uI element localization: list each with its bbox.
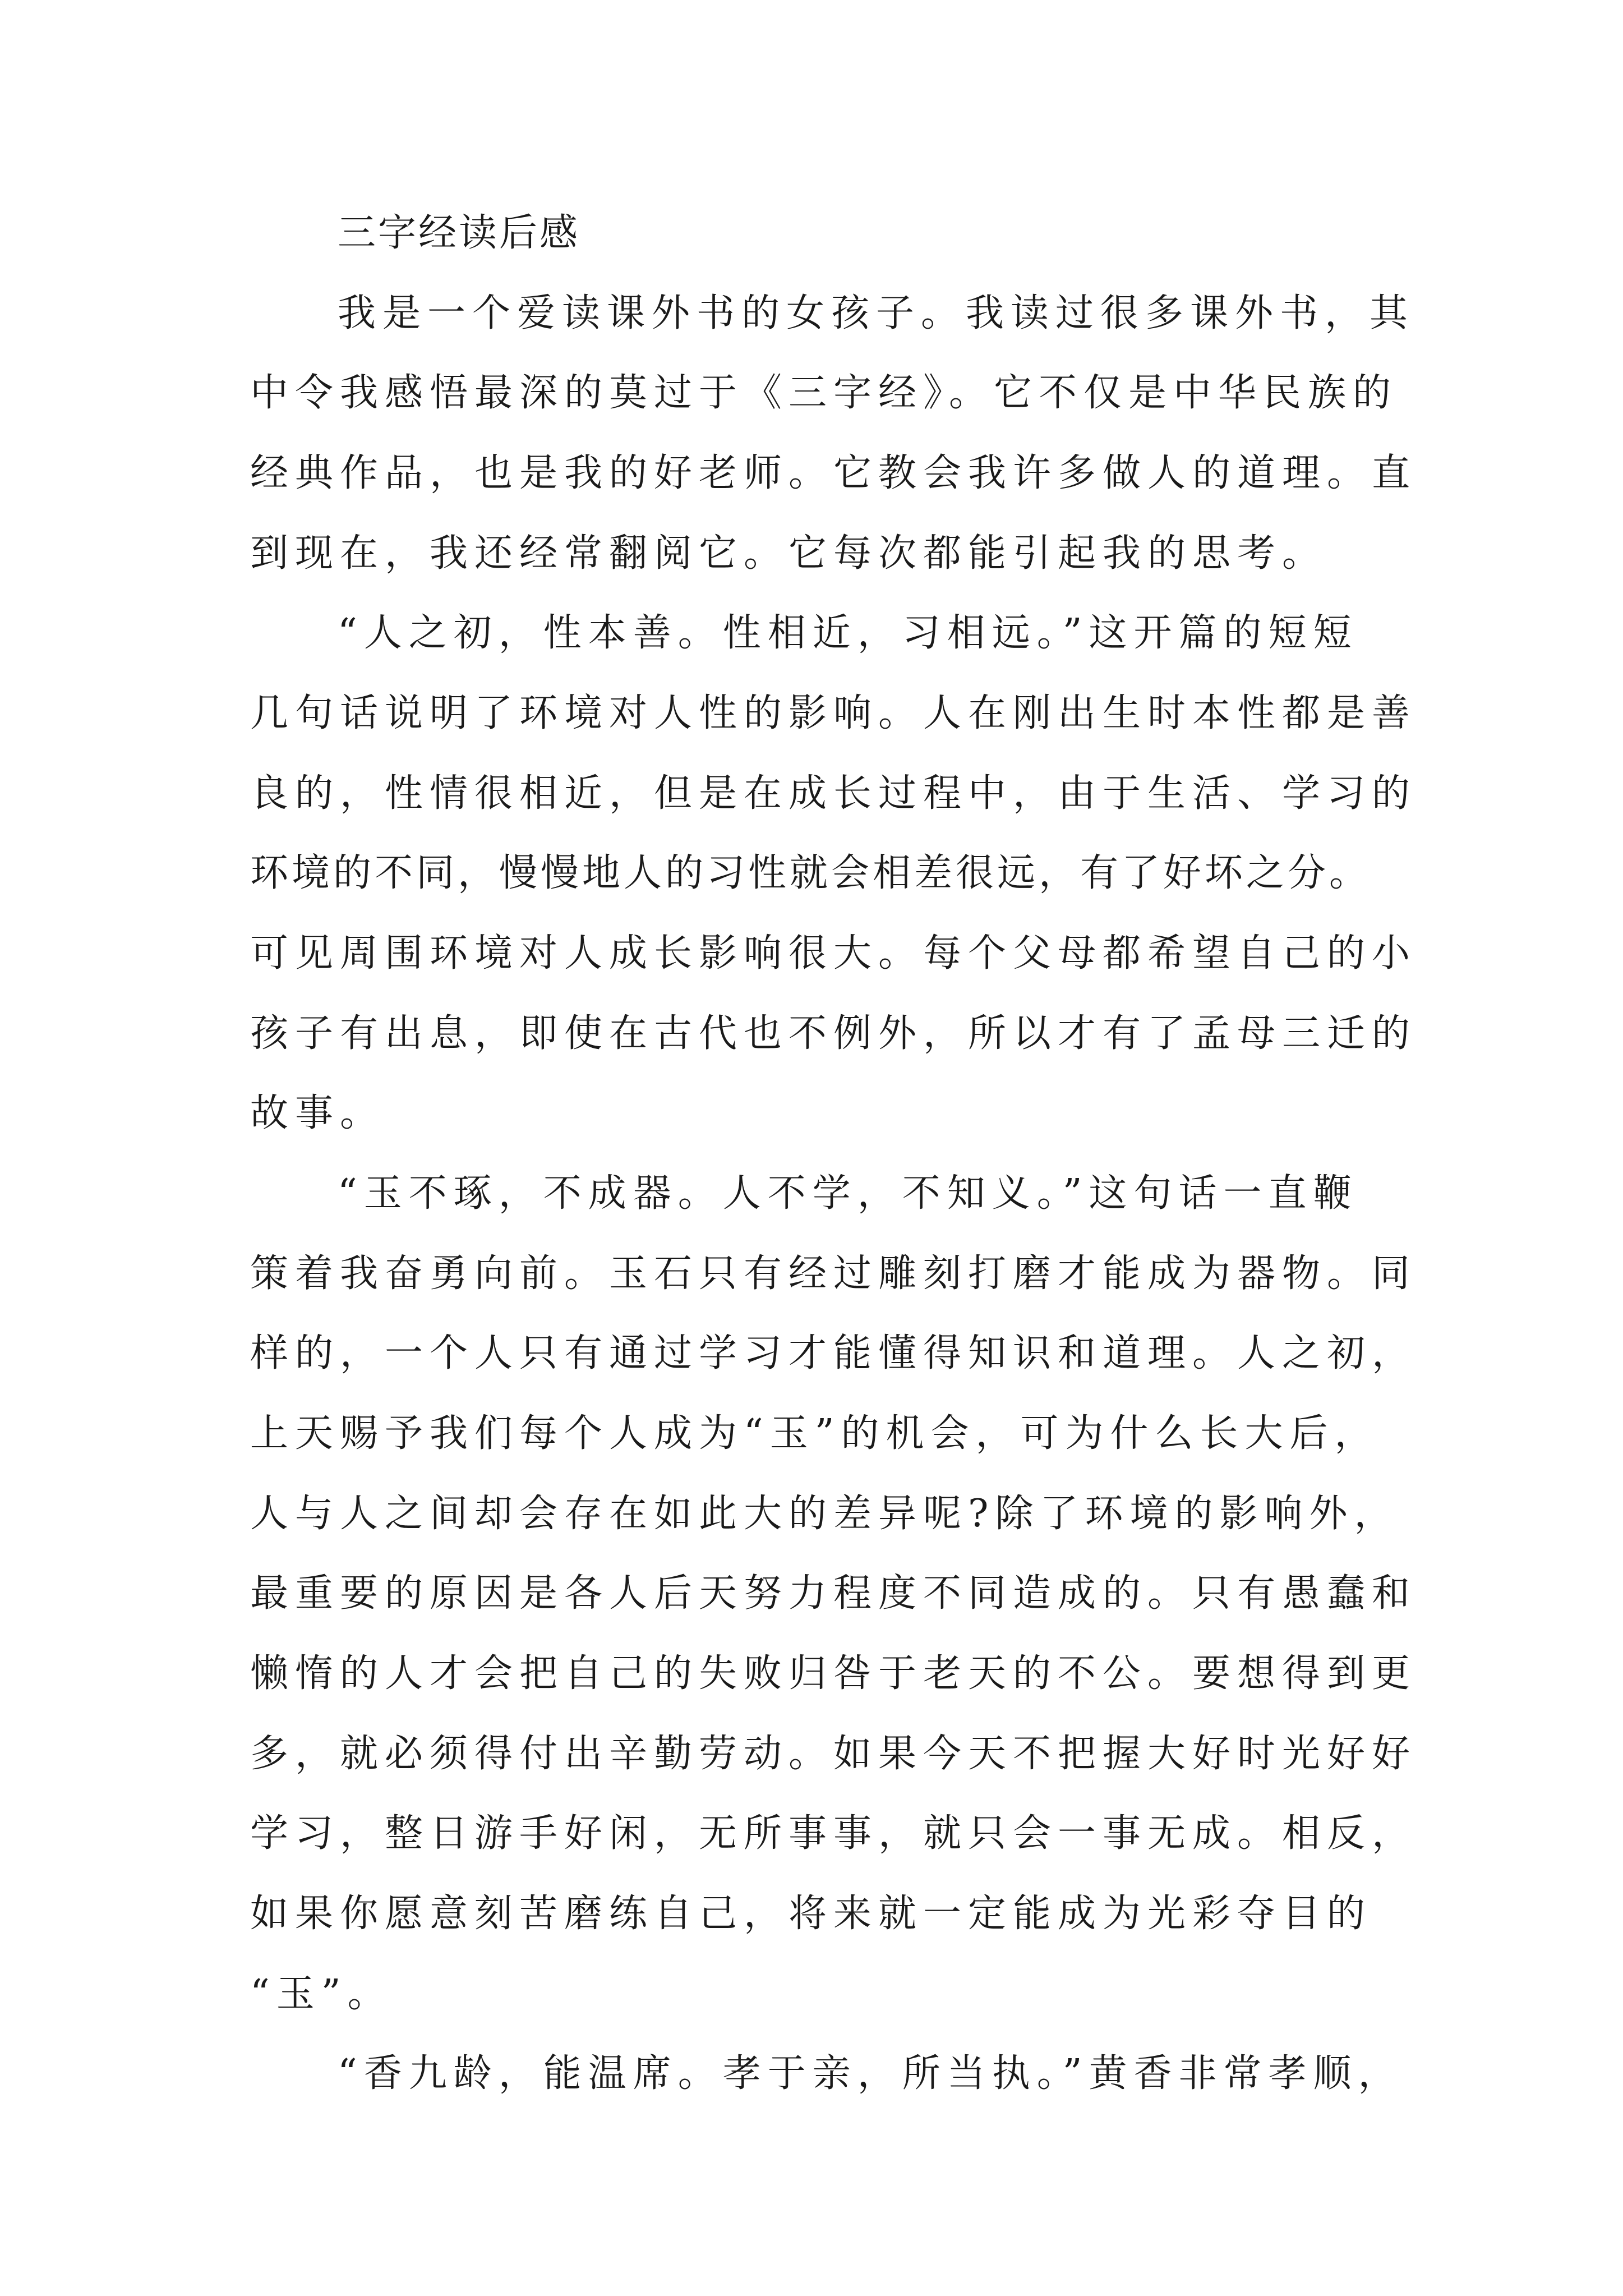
paragraph-line: 中令我感悟最深的莫过于《三字经》。它不仅是中华民族的 [250, 371, 1398, 415]
paragraph-line: 最重要的原因是各人后天努力程度不同造成的。只有愚蠢和 [250, 1571, 1417, 1616]
paragraph-line: 上天赐予我们每个人成为“玉”的机会，可为什么长大后， [250, 1411, 1380, 1456]
paragraph-line: 孩子有出息，即使在古代也不例外，所以才有了孟母三迁的 [250, 1011, 1417, 1056]
paragraph-line: 良的，性情很相近，但是在成长过程中，由于生活、学习的 [250, 771, 1417, 816]
paragraph-line: “玉”。 [250, 1972, 393, 2016]
paragraph-line: 经典作品，也是我的好老师。它教会我许多做人的道理。直 [250, 451, 1417, 495]
paragraph-line: 学习，整日游手好闲，无所事事，就只会一事无成。相反， [250, 1811, 1417, 1856]
paragraph-line: “香九龄，能温席。孝于亲，所当执。”黄香非常孝顺， [338, 2051, 1403, 2096]
paragraph-line: 样的，一个人只有通过学习才能懂得知识和道理。人之初， [250, 1331, 1417, 1375]
paragraph-line: 人与人之间却会存在如此大的差异呢?除了环境的影响外， [250, 1492, 1399, 1536]
paragraph-line: “人之初，性本善。性相近，习相远。”这开篇的短短 [338, 611, 1358, 655]
paragraph-line: 故事。 [250, 1091, 385, 1135]
paragraph-line: 到现在，我还经常翻阅它。它每次都能引起我的思考。 [250, 531, 1327, 576]
paragraph-line: 环境的不同，慢慢地人的习性就会相差很远，有了好坏之分。 [250, 851, 1371, 895]
paragraph-line: 可见周围环境对人成长影响很大。每个父母都希望自己的小 [250, 931, 1417, 976]
paragraph-line: 多，就必须得付出辛勤劳动。如果今天不把握大好时光好好 [250, 1732, 1417, 1776]
paragraph-line: 我是一个爱读课外书的女孩子。我读过很多课外书，其 [338, 291, 1415, 335]
paragraph-line: 几句话说明了环境对人性的影响。人在刚出生时本性都是善 [250, 691, 1417, 735]
paragraph-line: “玉不琢，不成器。人不学，不知义。”这句话一直鞭 [338, 1171, 1358, 1216]
document-title: 三字经读后感 [338, 211, 580, 255]
paragraph-line: 懒惰的人才会把自己的失败归咎于老天的不公。要想得到更 [250, 1651, 1417, 1696]
paragraph-line: 如果你愿意刻苦磨练自己，将来就一定能成为光彩夺目的 [250, 1892, 1372, 1936]
paragraph-line: 策着我奋勇向前。玉石只有经过雕刻打磨才能成为器物。同 [250, 1251, 1417, 1296]
